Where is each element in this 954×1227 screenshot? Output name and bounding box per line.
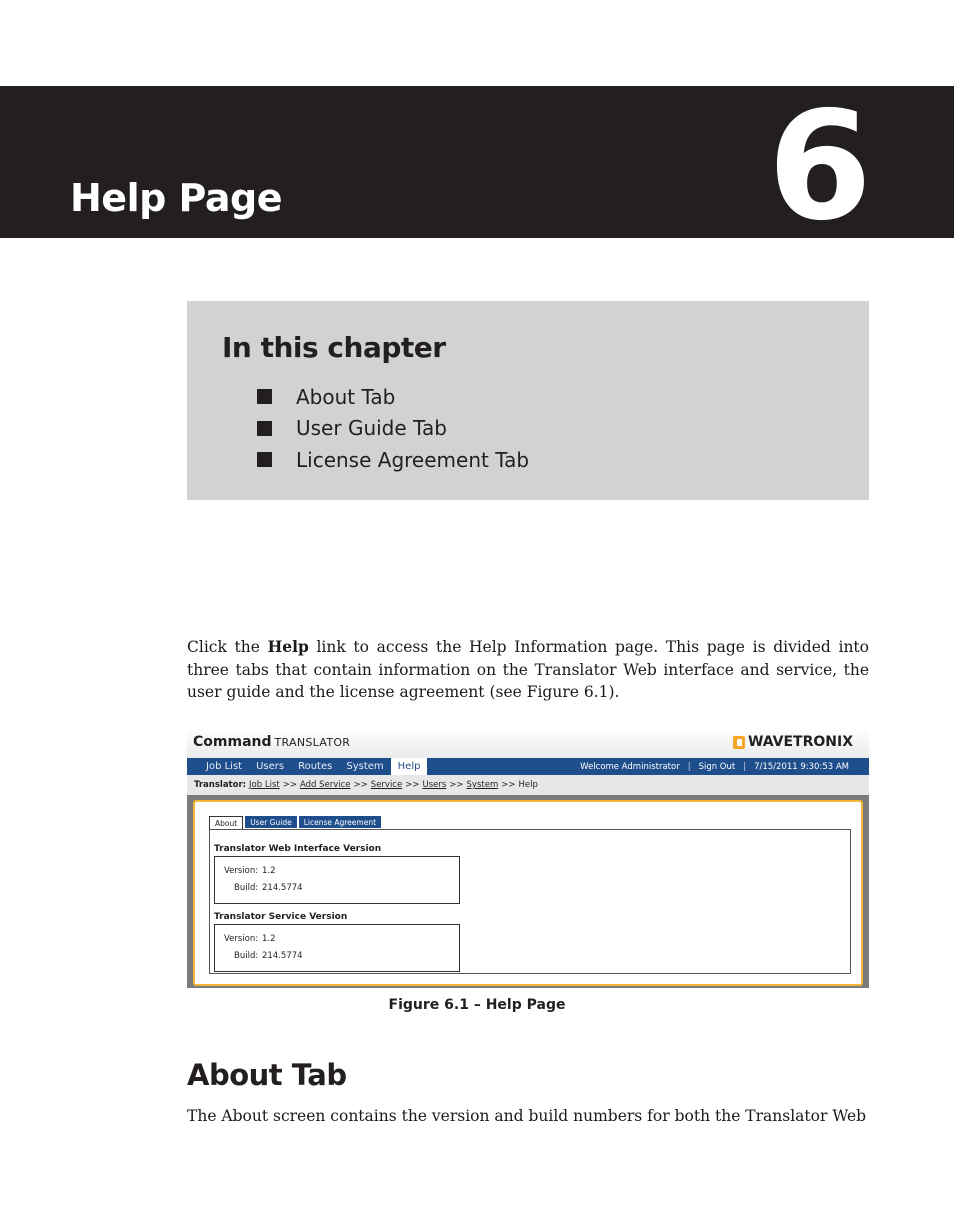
tab-license-agreement[interactable]: License Agreement	[299, 816, 381, 828]
list-item: User Guide Tab	[257, 413, 529, 445]
figure-caption: Figure 6.1 – Help Page	[388, 997, 566, 1013]
list-item: About Tab	[257, 381, 529, 413]
in-this-chapter-heading: In this chapter	[222, 331, 446, 364]
help-page-figure	[187, 728, 869, 988]
square-bullet-icon	[257, 389, 272, 404]
app-header	[187, 728, 869, 758]
help-content-panel	[193, 800, 863, 986]
help-tabs	[209, 816, 383, 829]
square-bullet-icon	[257, 421, 272, 436]
nav-routes[interactable]: Routes	[298, 761, 333, 772]
breadcrumb-current: Help	[518, 780, 538, 790]
about-tab-panel	[209, 829, 851, 974]
tab-user-guide[interactable]: User Guide	[245, 816, 297, 828]
web-version-label: Version:	[224, 866, 259, 876]
main-nav	[187, 758, 869, 775]
breadcrumb-job-list[interactable]: Job List	[249, 780, 280, 790]
service-version-value: 1.2	[262, 934, 276, 944]
web-build-value: 214.5774	[262, 883, 303, 893]
service-build-value: 214.5774	[262, 951, 303, 961]
about-tab-heading: About Tab	[187, 1058, 347, 1092]
breadcrumb-users[interactable]: Users	[422, 780, 447, 790]
content-frame	[187, 795, 869, 988]
app-name: Command TRANSLATOR	[193, 734, 351, 750]
nav-system[interactable]: System	[346, 761, 384, 772]
breadcrumb-label: Translator:	[194, 780, 247, 790]
web-interface-version-box	[214, 856, 460, 904]
chapter-title: Help Page	[70, 176, 282, 220]
web-version-value: 1.2	[262, 866, 276, 876]
nav-users[interactable]: Users	[256, 761, 285, 772]
breadcrumb-service[interactable]: Service	[370, 780, 403, 790]
brand-logo: WAVETRONIX	[733, 734, 853, 750]
welcome-text: Welcome Administrator	[580, 761, 680, 772]
help-link-reference: Help	[267, 637, 309, 656]
web-interface-version-title: Translator Web Interface Version	[214, 844, 382, 854]
nav-job-list[interactable]: Job List	[206, 761, 243, 772]
service-version-label: Version:	[224, 934, 259, 944]
breadcrumb-system[interactable]: System	[466, 780, 499, 790]
service-build-label: Build:	[234, 951, 259, 961]
intro-paragraph: Click the Help link to access the Help Information page. This page is divided into three tabs that contain information on the Translator Web interface and service, the user guide and the license agreement (see Figure 6.1).	[187, 637, 869, 701]
square-bullet-icon	[257, 452, 272, 467]
web-build-label: Build:	[234, 883, 259, 893]
list-item: License Agreement Tab	[257, 444, 529, 476]
in-this-chapter-box	[187, 301, 869, 500]
nav-user-info: Welcome Administrator | Sign Out | 7/15/2011 9:30:53 AM	[580, 761, 849, 772]
tab-about[interactable]: About	[209, 816, 243, 829]
nav-help[interactable]: Help	[391, 758, 428, 775]
service-version-title: Translator Service Version	[214, 912, 348, 922]
service-version-box	[214, 924, 460, 972]
about-tab-paragraph: The About screen contains the version and build numbers for both the Translator Web	[187, 1107, 867, 1125]
chapter-contents-list	[257, 381, 529, 476]
breadcrumb-add-service[interactable]: Add Service	[299, 780, 351, 790]
sign-out-link[interactable]: Sign Out	[698, 761, 736, 772]
wavetronix-logo-icon	[733, 736, 745, 749]
chapter-number: 6	[767, 80, 872, 254]
timestamp: 7/15/2011 9:30:53 AM	[754, 761, 849, 772]
breadcrumb: Translator: Job List >> Add Service >> Service >> Users >> System >> Help	[187, 775, 869, 795]
